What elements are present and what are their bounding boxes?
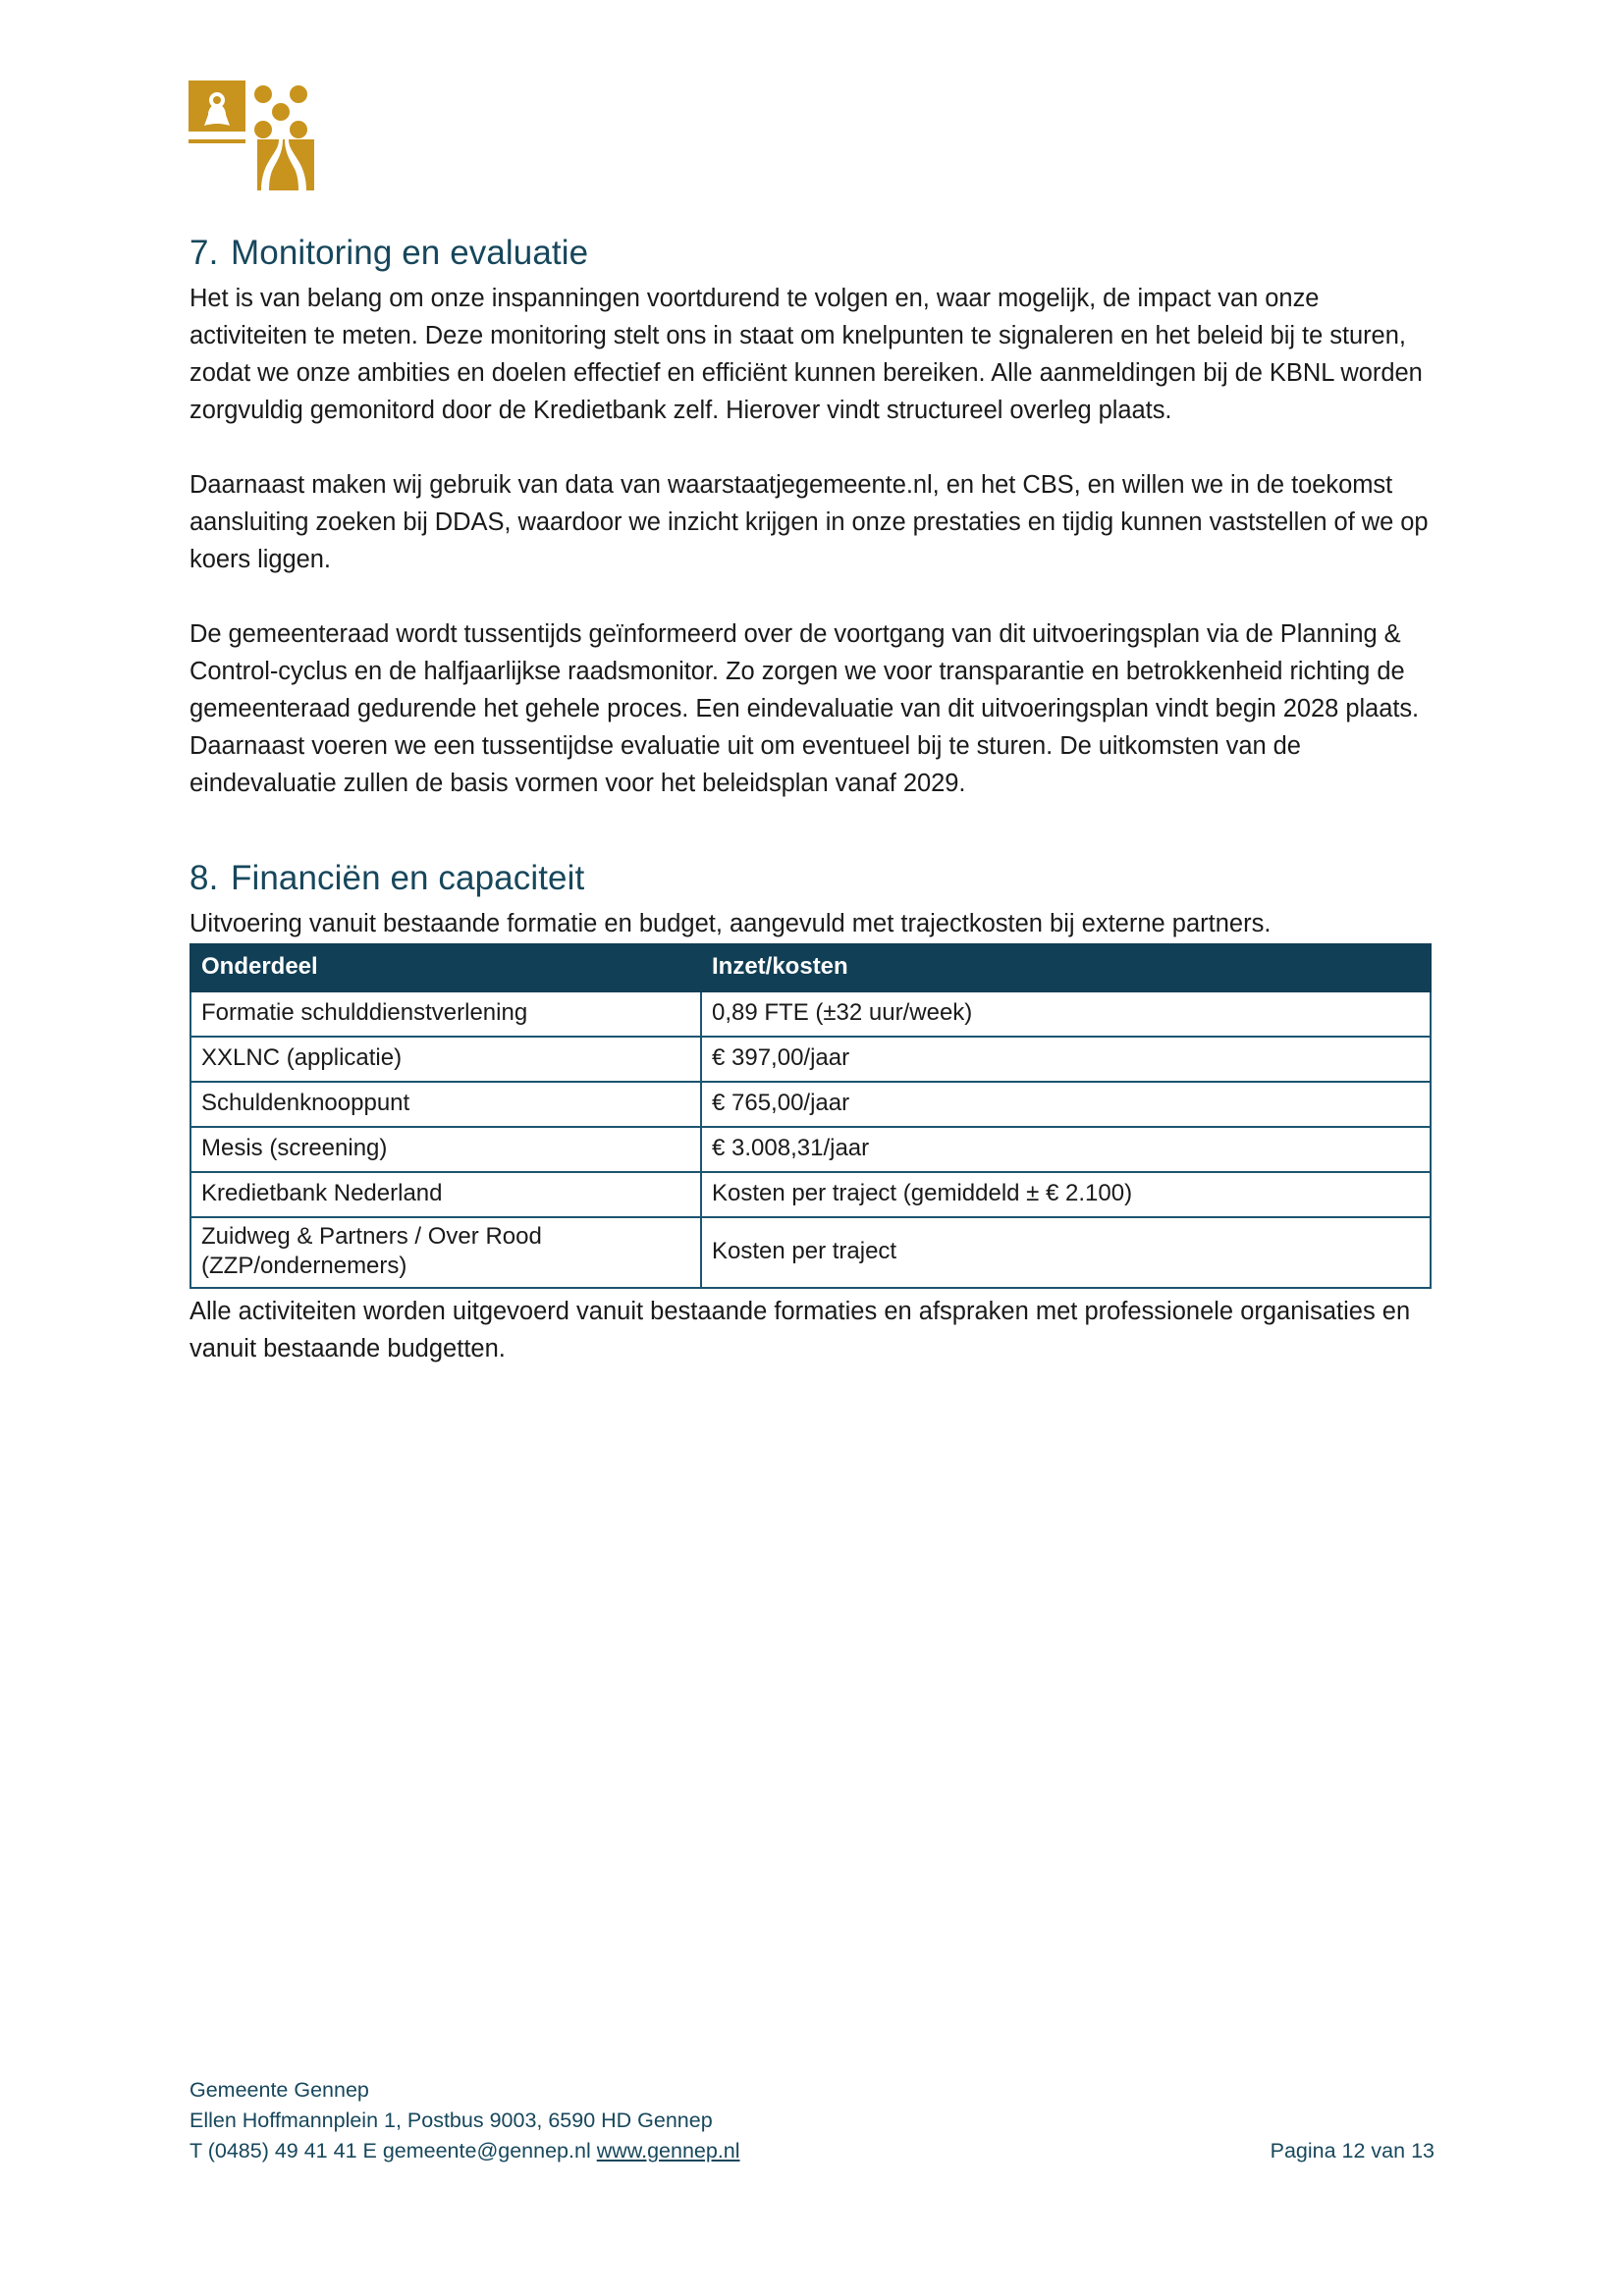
page-title-section-8: [189, 857, 1435, 899]
table-row: [190, 991, 1431, 1037]
section-8-number: 8.: [189, 859, 219, 898]
footer-contact: [189, 2136, 740, 2166]
table-cell-inzet-kosten: Kosten per traject (gemiddeld ± € 2.100): [701, 1172, 1431, 1217]
document-content: [189, 232, 1435, 1367]
table-cell-onderdeel: Formatie schulddienstverlening: [190, 991, 701, 1037]
coat-of-arms-icon: [189, 80, 314, 190]
footer-address: Ellen Hoffmannplein 1, Postbus 9003, 6590 HD Gennep: [189, 2109, 713, 2132]
section-8-closing-text: Alle activiteiten worden uitgevoerd vanuit bestaande formaties en afspraken met professionele organisaties en vanuit bestaande budgetten.: [189, 1297, 1411, 1362]
table-cell-onderdeel: XXLNC (applicatie): [190, 1037, 701, 1082]
table-row: [190, 1172, 1431, 1217]
table-header-onderdeel: Onderdeel: [190, 944, 701, 991]
table-header-row: [190, 944, 1431, 991]
footer-bottom-row: [189, 2136, 1435, 2166]
table-header-inzet-kosten: Inzet/kosten: [701, 944, 1431, 991]
table-cell-inzet-kosten: € 765,00/jaar: [701, 1082, 1431, 1127]
table-cell-inzet-kosten: € 3.008,31/jaar: [701, 1127, 1431, 1172]
table-cell-onderdeel: Zuidweg & Partners / Over Rood (ZZP/ondernemers): [190, 1217, 701, 1288]
footer-organisation: Gemeente Gennep: [189, 2078, 369, 2102]
table-row: [190, 1217, 1431, 1288]
section-spacer: [189, 802, 1435, 857]
footer-website-link[interactable]: www.gennep.nl: [596, 2139, 740, 2163]
section-7-paragraph-2: Daarnaast maken wij gebruik van data van waarstaatjegemeente.nl, en het CBS, en willen we in de toekomst aansluiting zoeken bij DDAS, waardoor we inzicht krijgen in onze prestaties en tijdig kunnen vaststellen of we op koers liggen.: [189, 471, 1429, 574]
gemeente-logo: [189, 80, 314, 190]
table-cell-inzet-kosten: Kosten per traject: [701, 1217, 1431, 1288]
section-7-paragraph-1: Het is van belang om onze inspanningen voortdurend te volgen en, waar mogelijk, de impact van onze activiteiten te meten. Deze monitoring stelt ons in staat om knelpunten te signaleren en het beleid bij te sturen, zodat we onze ambities en doelen effectief en efficiënt kunnen bereiken. Alle aanmeldingen bij de KBNL worden zorgvuldig gemonitord door de Kredietbank zelf. Hierover vindt structureel overleg plaats.: [189, 285, 1423, 425]
section-8-title: Financiën en capaciteit: [231, 859, 585, 898]
table-cell-inzet-kosten: € 397,00/jaar: [701, 1037, 1431, 1082]
footer-page-number: Pagina 12 van 13: [1270, 2139, 1435, 2163]
table-row: [190, 1037, 1431, 1082]
table-intro-text: Uitvoering vanuit bestaande formatie en budget, aangevuld met trajectkosten bij externe partners.: [189, 909, 1272, 937]
section-7-paragraph-3: De gemeenteraad wordt tussentijds geïnformeerd over de voortgang van dit uitvoeringsplan via de Planning & Control-cyclus en de halfjaarlijkse raadsmonitor. Zo zorgen we voor transparantie en betrokkenheid richting de gemeenteraad gedurende het gehele proces. Een eindevaluatie van dit uitvoeringsplan vindt begin 2028 plaats. Daarnaast voeren we een tussentijdse evaluatie uit om eventueel bij te sturen. De uitkomsten van de eindevaluatie zullen de basis vormen voor het beleidsplan vanaf 2029.: [189, 620, 1420, 798]
table-cell-onderdeel: Mesis (screening): [190, 1127, 701, 1172]
financien-table: [189, 943, 1432, 1289]
table-row: [190, 1127, 1431, 1172]
page-title-section-7: [189, 232, 1435, 274]
table-cell-inzet-kosten: 0,89 FTE (±32 uur/week): [701, 991, 1431, 1037]
table-cell-onderdeel: Kredietbank Nederland: [190, 1172, 701, 1217]
section-7-title: Monitoring en evaluatie: [231, 234, 589, 272]
page-footer: [189, 2075, 1435, 2166]
table-row: [190, 1082, 1431, 1127]
footer-contact-text: T (0485) 49 41 41 E gemeente@gennep.nl: [189, 2139, 597, 2163]
table-cell-onderdeel: Schuldenknooppunt: [190, 1082, 701, 1127]
section-7-number: 7.: [189, 234, 219, 272]
